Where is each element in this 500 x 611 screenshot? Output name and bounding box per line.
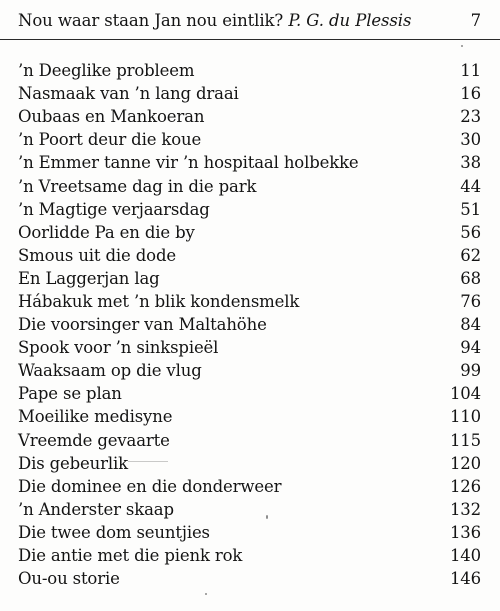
toc-entry-title: Vreemde gevaarte: [18, 430, 170, 450]
table-of-contents: [18, 59, 481, 590]
toc-entry: [18, 405, 481, 428]
toc-entry-page: 136: [449, 522, 481, 542]
toc-entry: [18, 475, 481, 498]
toc-entry-title: Dis gebeurlik: [18, 453, 128, 473]
toc-entry-page: 120: [449, 453, 481, 473]
toc-entry-page: 62: [460, 245, 481, 265]
header-page-number: 7: [470, 11, 481, 30]
toc-entry-title: Waaksaam op die vlug: [18, 361, 202, 381]
toc-entry-title: Moeilike medisyne: [18, 407, 173, 427]
toc-entry-title: Die antie met die pienk rok: [18, 546, 243, 566]
toc-entry-page: 132: [449, 499, 481, 519]
toc-entry-page: 115: [449, 430, 481, 450]
toc-entry-page: 99: [460, 361, 481, 381]
toc-entry: [18, 151, 481, 174]
toc-entry-title: ’n Anderster skaap: [18, 499, 174, 519]
toc-entry-page: 56: [460, 222, 481, 242]
toc-entry: [18, 221, 481, 244]
toc-entry-page: 84: [460, 315, 481, 335]
toc-entry-page: 68: [460, 268, 481, 288]
toc-entry: [18, 567, 481, 590]
toc-entry-title: Die twee dom seuntjies: [18, 522, 210, 542]
toc-entry-page: 23: [460, 107, 481, 127]
toc-entry: [18, 82, 481, 105]
toc-entry-page: 140: [449, 546, 481, 566]
toc-entry-title: Die voorsinger van Maltahöhe: [18, 315, 267, 335]
paper-speck: [205, 593, 207, 595]
toc-entry: [18, 336, 481, 359]
toc-entry-title: Ou-ou storie: [18, 569, 120, 589]
toc-entry: [18, 359, 481, 382]
toc-entry-title: ’n Magtige verjaarsdag: [18, 199, 210, 219]
toc-entry: [18, 59, 481, 82]
paper-speck: [266, 515, 268, 519]
toc-entry-title: Nasmaak van ’n lang draai: [18, 84, 239, 104]
toc-entry: [18, 313, 481, 336]
header-title-line: [18, 11, 411, 30]
toc-entry-title: Oubaas en Mankoeran: [18, 107, 205, 127]
toc-entry: [18, 267, 481, 290]
paper-speck: [461, 45, 463, 47]
toc-entry: [18, 544, 481, 567]
toc-entry-title: Die dominee en die donderweer: [18, 476, 282, 496]
toc-entry-title: ’n Deeglike probleem: [18, 61, 195, 81]
toc-entry: [18, 452, 481, 475]
toc-entry: [18, 382, 481, 405]
toc-entry-page: 104: [449, 384, 481, 404]
toc-entry: [18, 244, 481, 267]
header-title: Nou waar staan Jan nou eintlik?: [18, 11, 284, 30]
header-author: P. G. du Plessis: [288, 11, 412, 30]
toc-entry-page: 146: [449, 569, 481, 589]
toc-entry-title: Oorlidde Pa en die by: [18, 222, 195, 242]
toc-entry-page: 38: [460, 153, 481, 173]
toc-entry-title: ’n Emmer tanne vir ’n hospitaal holbekke: [18, 153, 359, 173]
toc-entry-title: En Laggerjan lag: [18, 268, 160, 288]
toc-entry: [18, 498, 481, 521]
header-divider: [0, 39, 500, 40]
toc-entry: [18, 105, 481, 128]
toc-entry-title: Pape se plan: [18, 384, 122, 404]
toc-entry-page: 11: [460, 61, 481, 81]
toc-entry-page: 76: [460, 291, 481, 311]
toc-entry-title: Hábakuk met ’n blik kondensmelk: [18, 291, 300, 311]
toc-entry: [18, 128, 481, 151]
toc-entry-title: Spook voor ’n sinkspieël: [18, 338, 219, 358]
toc-entry-page: 51: [460, 199, 481, 219]
paper-speck: [128, 461, 168, 462]
toc-entry-title: ’n Poort deur die koue: [18, 130, 202, 150]
toc-entry-page: 16: [460, 84, 481, 104]
toc-entry: [18, 290, 481, 313]
toc-entry-page: 126: [449, 476, 481, 496]
toc-entry: [18, 521, 481, 544]
toc-header-entry: [18, 11, 481, 35]
toc-entry-page: 44: [460, 176, 481, 196]
toc-entry: [18, 198, 481, 221]
toc-entry: [18, 174, 481, 197]
toc-entry-title: ’n Vreetsame dag in die park: [18, 176, 257, 196]
toc-entry-page: 30: [460, 130, 481, 150]
toc-entry-title: Smous uit die dode: [18, 245, 176, 265]
toc-entry-page: 94: [460, 338, 481, 358]
toc-entry: [18, 429, 481, 452]
toc-entry-page: 110: [449, 407, 481, 427]
